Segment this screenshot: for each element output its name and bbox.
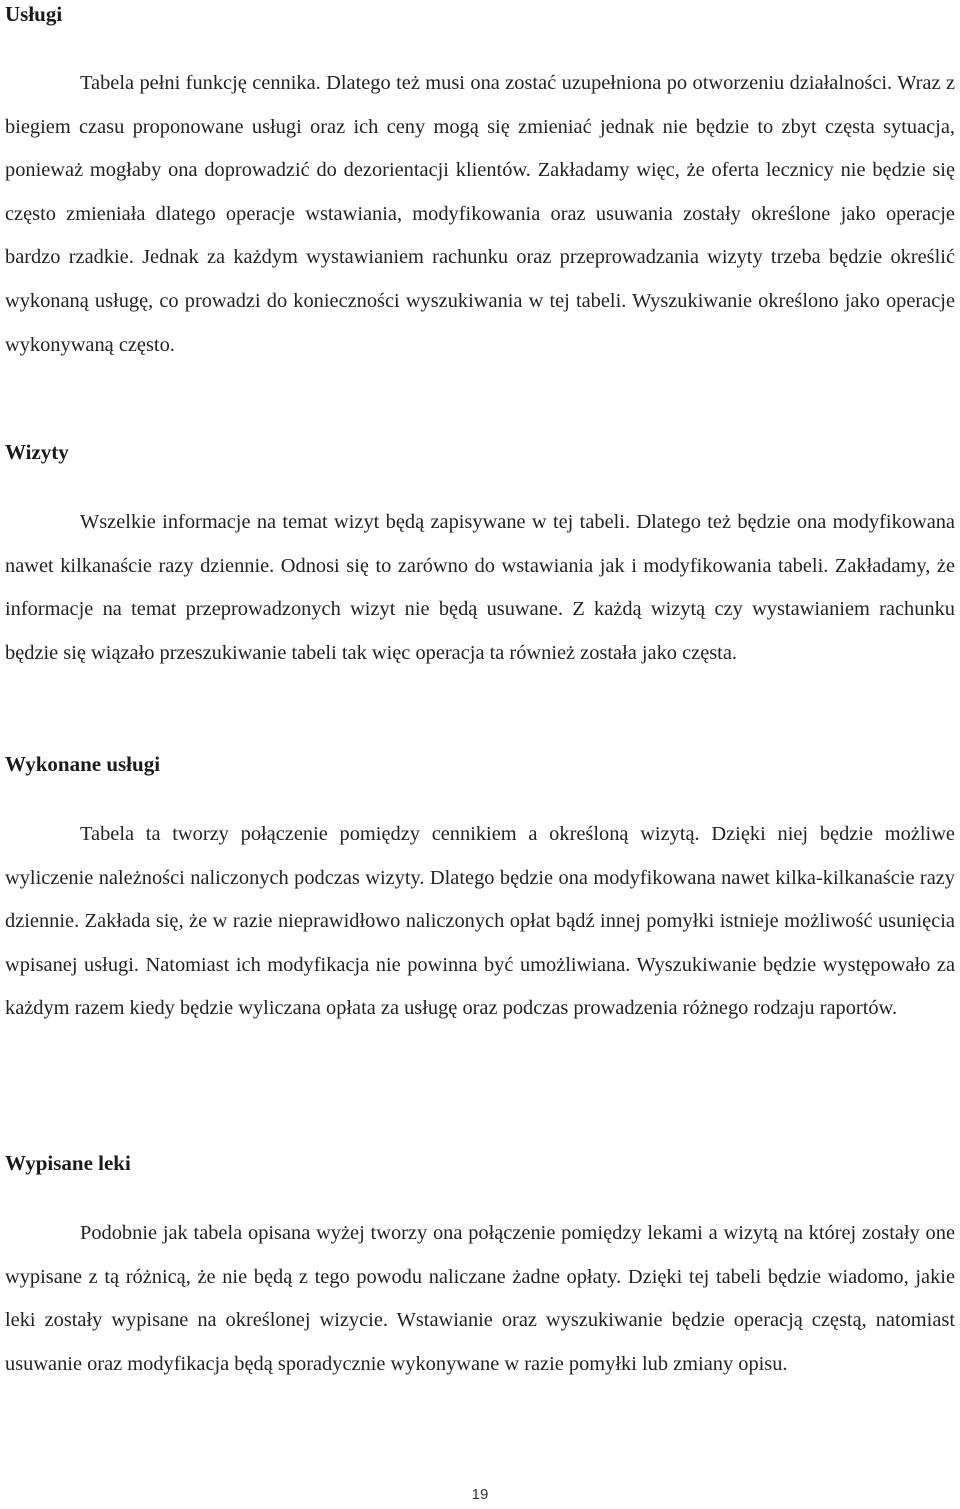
section-paragraph: Tabela pełni funkcję cennika. Dlatego też musi ona zostać uzupełniona po otworzeniu działalności. Wraz z biegiem czasu proponowane usługi oraz ich ceny mogą się zmieniać jednak nie będzie to zbyt częsta sytuacja, ponieważ mogłaby ona doprowadzić do dezorientacji klientów. Zakładamy więc, że oferta lecznicy nie będzie się często zmieniała dlatego operacje wstawiania, modyfikowania oraz usuwania zostały określone jako operacje bardzo rzadkie. Jednak za każdym wystawianiem rachunku oraz przeprowadzania wizyty trzeba będzie określić wykonaną usługę, co prowadzi do konieczności wyszukiwania w tej tabeli. Wyszukiwanie określono jako operacje wykonywaną często.	[5, 72, 955, 356]
section-paragraph: Podobnie jak tabela opisana wyżej tworzy ona połączenie pomiędzy lekami a wizytą na której zostały one wypisane z tą różnicą, że nie będą z tego powodu naliczane żadne opłaty. Dzięki tej tabeli będzie wiadomo, jakie leki zostały wypisane na określonej wizycie. Wstawianie oraz wyszukiwanie będzie operacją częstą, natomiast usuwanie oraz modyfikacja będą sporadycznie wykonywane w razie pomyłki lub zmiany opisu.	[5, 1222, 955, 1375]
section-paragraph: Wszelkie informacje na temat wizyt będą zapisywane w tej tabeli. Dlatego też będzie ona modyfikowana nawet kilkanaście razy dziennie. Odnosi się to zarówno do wstawiania jak i modyfikowania tabeli. Zakładamy, że informacje na temat przeprowadzonych wizyt nie będą usuwane. Z każdą wizytą czy wystawianiem rachunku będzie się wiązało przeszukiwanie tabeli tak więc operacja ta również została jako częsta.	[5, 511, 955, 664]
section-wypisane-leki	[5, 1149, 955, 1386]
section-heading: Wizyty	[5, 440, 69, 464]
section-heading: Usługi	[5, 2, 63, 26]
section-uslugi	[5, 0, 955, 367]
section-paragraph: Tabela ta tworzy połączenie pomiędzy cennikiem a określoną wizytą. Dzięki niej będzie możliwe wyliczenie należności naliczonych podczas wizyty. Dlatego będzie ona modyfikowana nawet kilka-kilkanaście razy dziennie. Zakłada się, że w razie nieprawidłowo naliczonych opłat bądź innej pomyłki istnieje możliwość usunięcia wpisanej usługi. Natomiast ich modyfikacja nie powinna być umożliwiana. Wyszukiwanie będzie występowało za każdym razem kiedy będzie wyliczana opłata za usługę oraz podczas prowadzenia różnego rodzaju raportów.	[5, 823, 955, 1020]
section-wizyty	[5, 438, 955, 675]
section-heading: Wypisane leki	[5, 1151, 131, 1175]
section-heading: Wykonane usługi	[5, 752, 161, 776]
page-number: 19	[471, 1486, 489, 1503]
section-wykonane-uslugi	[5, 750, 955, 1031]
